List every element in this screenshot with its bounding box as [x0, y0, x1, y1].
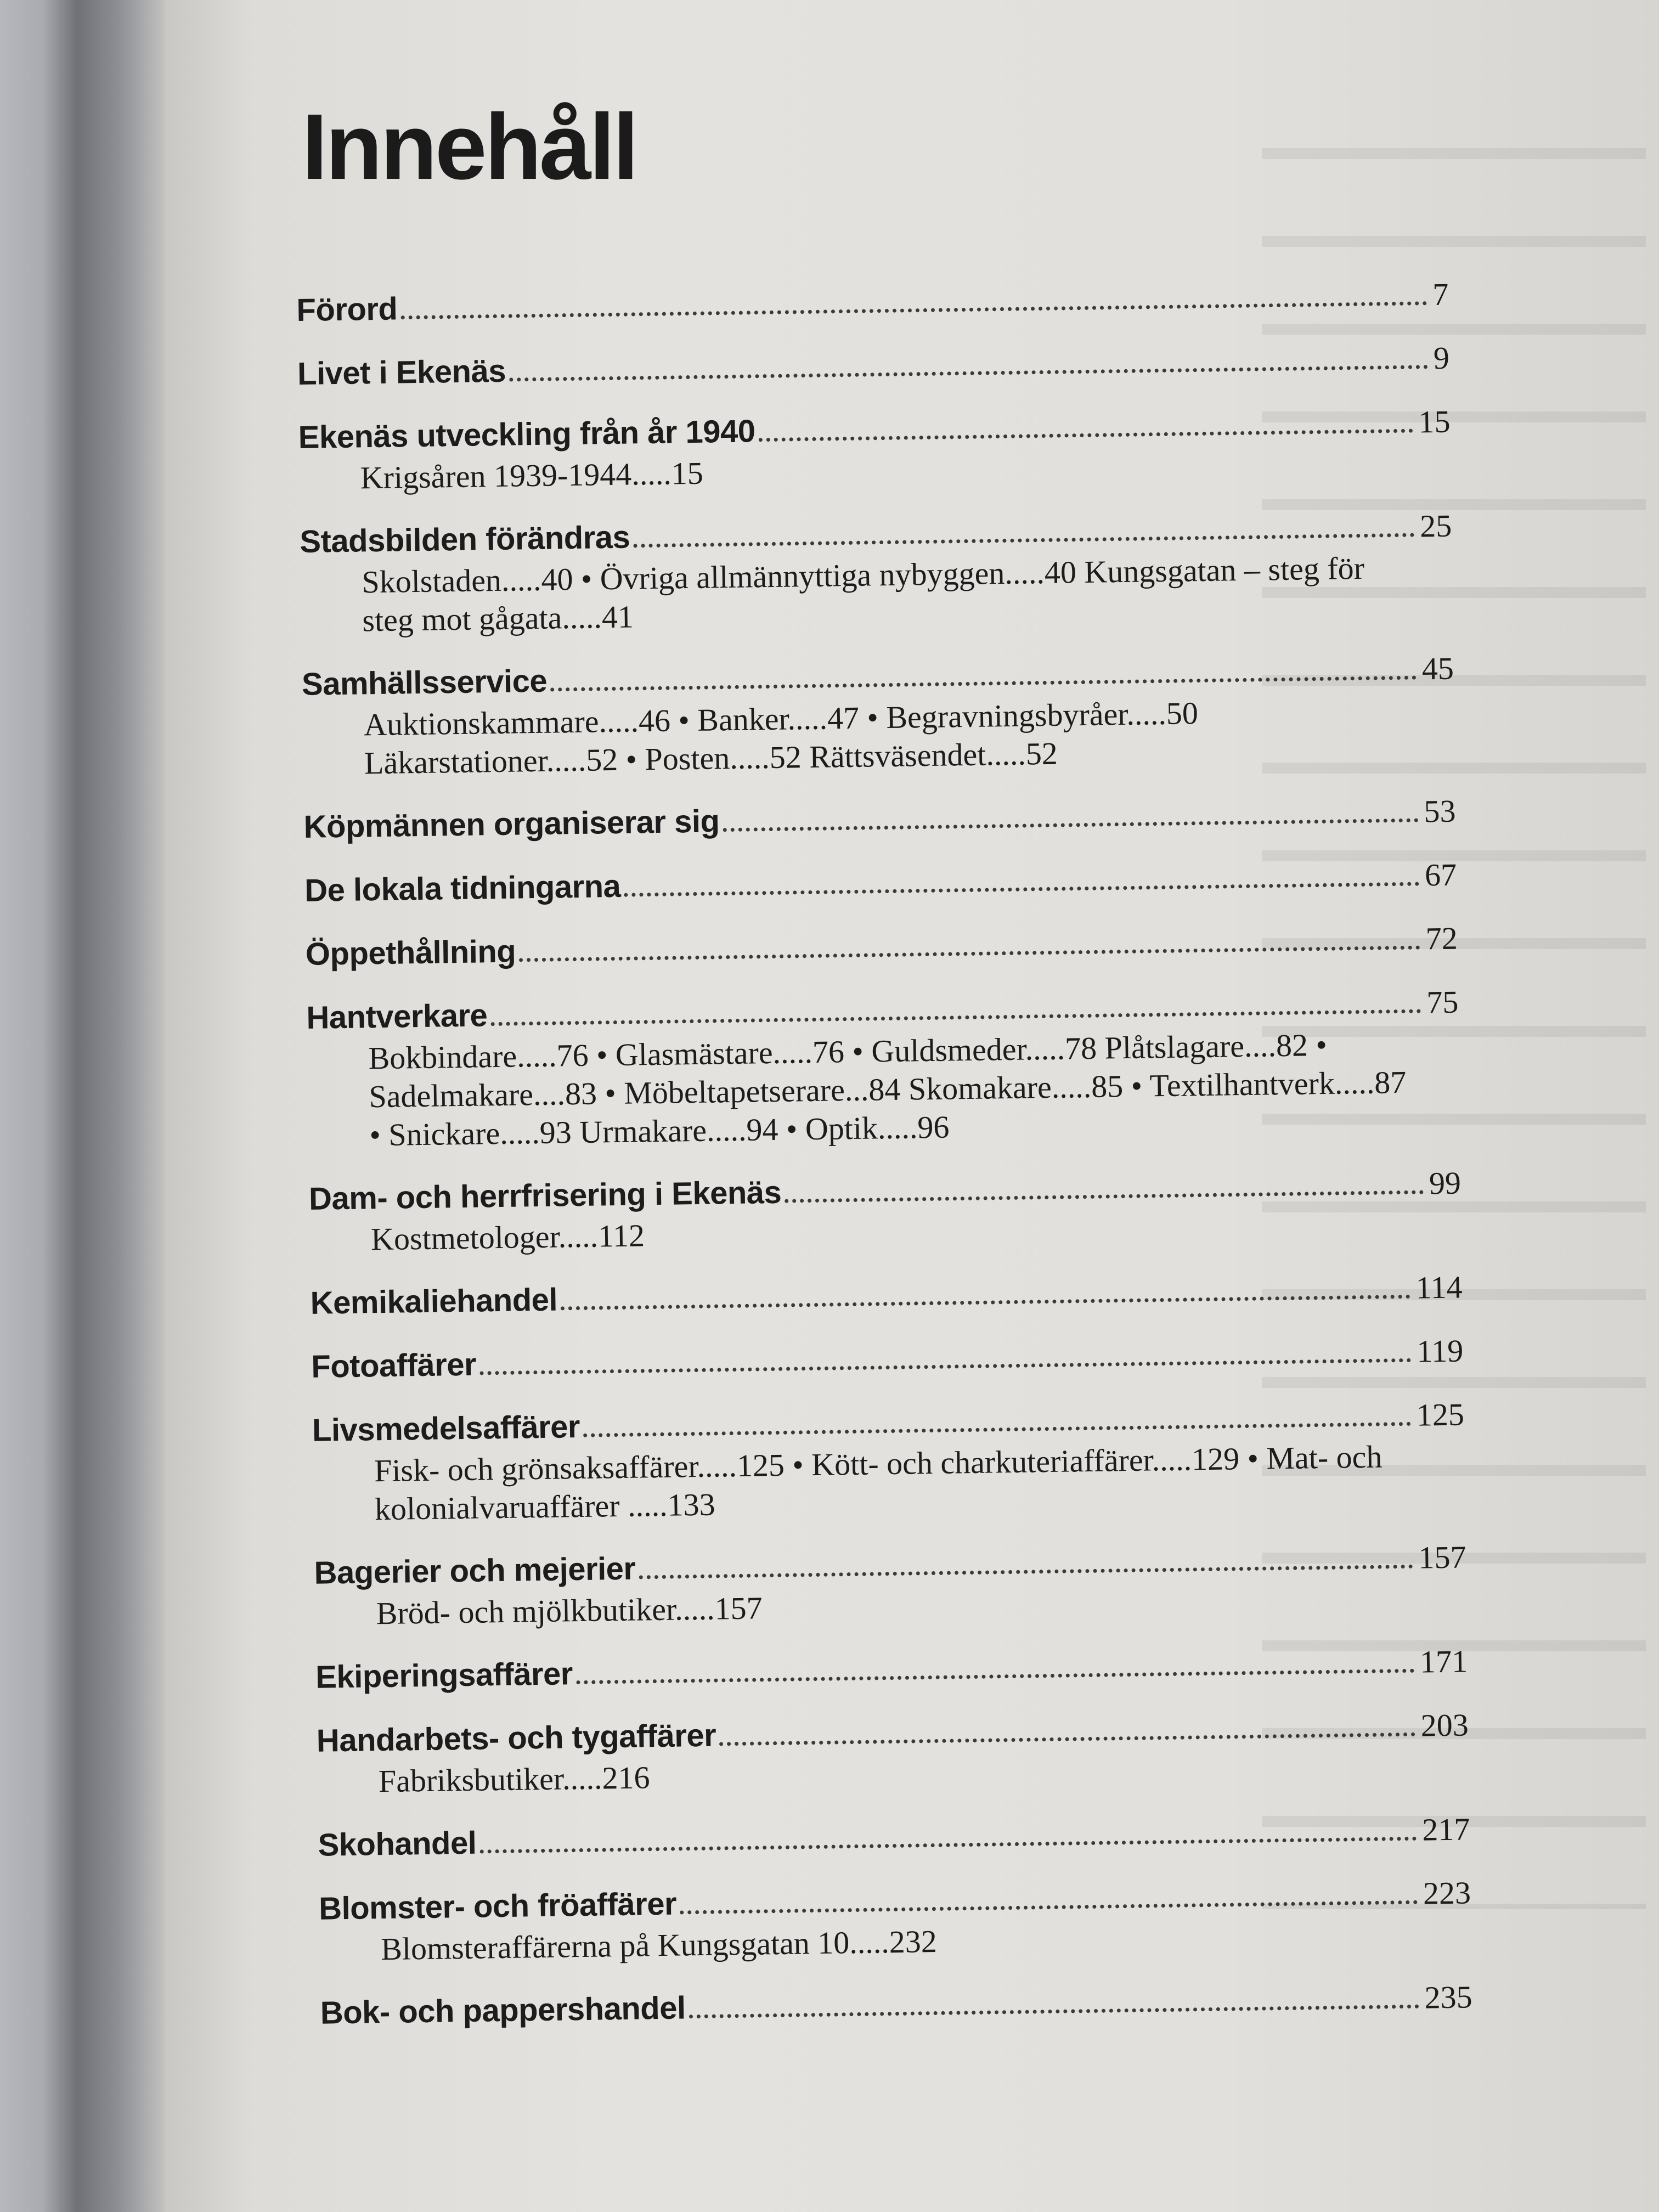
toc-entry-label: Ekenäs utveckling från år 1940: [298, 413, 755, 455]
toc-entry-heading: [303, 792, 1456, 847]
toc-entry-label: Ekiperingsaffärer: [315, 1656, 573, 1695]
toc-entry-page-number: 7: [1432, 276, 1449, 313]
toc-entry: [320, 1977, 1472, 2033]
dot-leader: [583, 1422, 1411, 1437]
toc-entry-heading: [320, 1977, 1472, 2033]
toc-entry-page-number: 157: [1418, 1539, 1466, 1576]
toc-entry-label: Skohandel: [318, 1825, 477, 1863]
toc-entry: [298, 402, 1451, 498]
toc-entry-page-number: 45: [1421, 650, 1454, 687]
toc-entry-page-number: 217: [1421, 1811, 1470, 1848]
toc-entry-page-number: 75: [1426, 984, 1459, 1020]
toc-entry-subsections: Krigsåren 1939-1944.....15: [360, 455, 704, 496]
toc-entry-heading: [318, 1809, 1470, 1865]
toc-entry-label: Köpmännen organiserar sig: [303, 803, 720, 845]
toc-entry-page-number: 203: [1420, 1707, 1469, 1743]
toc-entry-page-number: 223: [1423, 1875, 1471, 1911]
toc-entry-label: Stadsbilden förändras: [299, 519, 630, 560]
toc-entry-label: Fotoaffärer: [311, 1346, 477, 1385]
dot-leader: [759, 429, 1413, 442]
dot-leader: [624, 882, 1419, 897]
dot-leader: [509, 365, 1428, 381]
toc-entry-label: Livsmedelsaffärer: [312, 1408, 580, 1448]
toc-entry-page-number: 171: [1419, 1643, 1468, 1680]
toc-entry-subsections: Bokbindare.....76 • Glasmästare.....76 • Guldsmeder.....78 Plåtslagare....82 • Sadelmakare....83 • Möbeltapetserare...84 Skomakare.....85 • Textilhantverk.....87 • Snickare.....93 Urmakare.....94 • Optik.....96: [368, 1026, 1407, 1153]
dot-leader: [719, 1733, 1415, 1746]
dot-leader: [561, 1295, 1410, 1311]
dot-leader: [550, 676, 1417, 692]
toc-entry-page-number: 53: [1423, 793, 1456, 830]
toc-entry: [319, 1873, 1472, 1969]
toc-entry-page-number: 125: [1416, 1396, 1465, 1433]
toc-entry-subsections: Kostmetologer.....112: [370, 1217, 645, 1257]
toc-entry-label: Livet i Ekenäs: [297, 353, 506, 392]
toc-entry: [314, 1537, 1467, 1633]
dot-leader: [723, 819, 1419, 832]
dot-leader: [680, 1900, 1418, 1915]
toc-entry-heading: [311, 1331, 1464, 1386]
dot-leader: [576, 1669, 1414, 1684]
toc-entry-page-number: 114: [1415, 1269, 1463, 1306]
toc-entry-label: Blomster- och fröaffärer: [318, 1886, 677, 1927]
toc-entry-page-number: 72: [1425, 920, 1458, 957]
toc-entry: [316, 1705, 1469, 1801]
toc-entry-page-number: 15: [1418, 403, 1451, 440]
toc-entry-subsections: Auktionskammare.....46 • Banker.....47 • Begravningsbyråer.....50 Läkarstationer.....52 • Posten.....52 Rättsväsendet.....52: [363, 695, 1199, 781]
toc-entry-label: Kemikaliehandel: [310, 1282, 558, 1321]
book-binding-shadow: [0, 0, 170, 2212]
toc-entry-page-number: 9: [1433, 340, 1450, 376]
toc-entry-label: Öppethållning: [305, 933, 516, 972]
dot-leader: [519, 946, 1420, 962]
toc-entry: [300, 506, 1453, 641]
toc-entry: [302, 649, 1455, 783]
dot-leader: [785, 1190, 1424, 1203]
toc-entry: [309, 1164, 1462, 1260]
toc-entry-page-number: 25: [1419, 507, 1452, 544]
toc-entry-label: Förord: [296, 291, 398, 328]
toc-entry: [312, 1395, 1466, 1529]
toc-entry: [310, 1268, 1463, 1323]
toc-entry-heading: [297, 338, 1450, 394]
page-title: Innehåll: [302, 95, 637, 199]
toc-entry: [311, 1331, 1464, 1386]
toc-entry-subsections: Fabriksbutiker.....216: [378, 1759, 650, 1799]
dot-leader: [639, 1565, 1413, 1579]
toc-entry-subsections: Skolstaden.....40 • Övriga allmännyttiga nybyggen.....40 Kungsgatan – steg för steg mot gågata.....41: [361, 550, 1365, 639]
toc-entry-heading: [305, 919, 1458, 974]
toc-entry-label: Dam- och herrfrisering i Ekenäs: [308, 1174, 782, 1217]
toc-entry: [305, 919, 1458, 974]
toc-entry-label: Bagerier och mejerier: [314, 1550, 636, 1591]
toc-entry-heading: [304, 855, 1457, 911]
toc-entry: [315, 1641, 1468, 1697]
toc-entry-heading: [315, 1641, 1468, 1697]
dot-leader: [401, 301, 1427, 319]
toc-entry-label: Samhällsservice: [301, 663, 548, 702]
toc-entry-page-number: 67: [1424, 856, 1457, 893]
toc-entry: [297, 338, 1450, 394]
toc-entry: [306, 983, 1460, 1155]
toc-entry: [318, 1809, 1470, 1865]
toc-entry-page-number: 99: [1429, 1165, 1462, 1201]
toc-entry-label: Bok- och pappershandel: [320, 1990, 686, 2031]
dot-leader: [689, 2005, 1419, 2019]
toc-entry-label: Hantverkare: [306, 997, 488, 1036]
toc-entry-page-number: 235: [1424, 1979, 1473, 2016]
toc-entry-subsections: Blomsteraffärerna på Kungsgatan 10.....232: [380, 1923, 938, 1967]
table-of-contents: [296, 275, 1473, 2057]
toc-entry: [304, 855, 1457, 911]
dot-leader: [479, 1358, 1411, 1375]
toc-entry-heading: [310, 1268, 1463, 1323]
toc-entry-subsections: Fisk- och grönsaksaffärer.....125 • Kött- och charkuteriaffärer.....129 • Mat- och kolonialvaruaffärer .....133: [374, 1438, 1383, 1527]
dot-leader: [480, 1837, 1417, 1854]
toc-entry-subsections: Bröd- och mjölkbutiker.....157: [376, 1590, 763, 1632]
dot-leader: [633, 533, 1414, 548]
toc-entry-label: Handarbets- och tygaffärer: [316, 1717, 716, 1759]
toc-entry: [303, 792, 1456, 847]
toc-entry-page-number: 119: [1416, 1333, 1464, 1369]
dot-leader: [490, 1009, 1421, 1026]
toc-entry-label: De lokala tidningarna: [304, 868, 621, 909]
